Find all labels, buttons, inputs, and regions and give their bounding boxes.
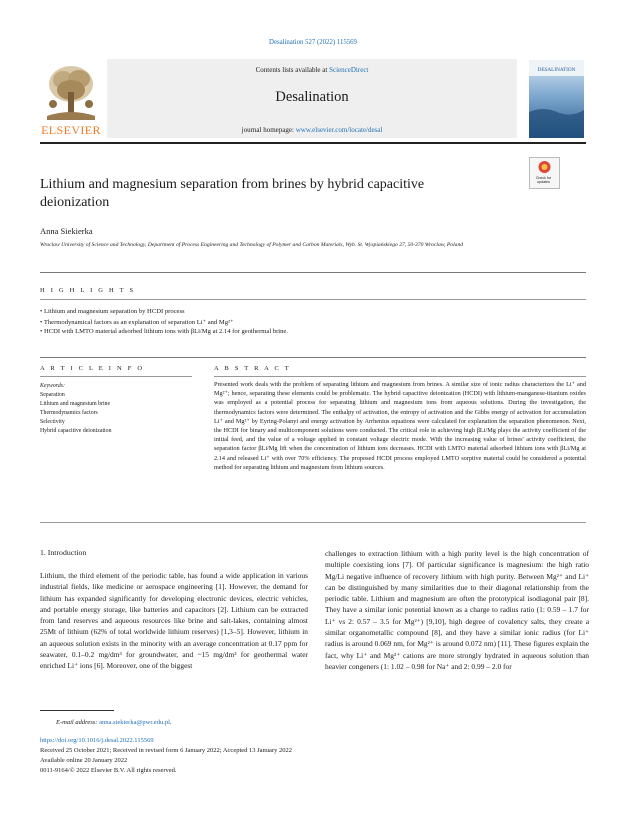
homepage-line bbox=[107, 126, 517, 134]
email-label: E-mail address: bbox=[56, 719, 100, 726]
divider bbox=[40, 299, 586, 300]
keyword: Selectivity bbox=[40, 419, 65, 425]
divider bbox=[40, 522, 586, 523]
keywords-label: Keywords: bbox=[40, 383, 65, 389]
header-divider bbox=[40, 142, 586, 144]
divider bbox=[40, 272, 586, 273]
abstract-heading: A B S T R A C T bbox=[214, 365, 291, 372]
copyright: 0011-9164/© 2022 Elsevier B.V. All rights reserved. bbox=[40, 767, 177, 774]
article-title: Lithium and magnesium separation from brines by hybrid capacitive deionization bbox=[40, 177, 425, 210]
check-for-updates-badge[interactable] bbox=[529, 157, 560, 189]
journal-cover-thumbnail[interactable] bbox=[529, 60, 584, 138]
elsevier-wordmark: ELSEVIER bbox=[41, 123, 101, 137]
doi-link[interactable]: https://doi.org/10.1016/j.desal.2022.115569 bbox=[40, 737, 154, 744]
journal-name: Desalination bbox=[275, 89, 349, 105]
highlights-heading: H I G H L I G H T S bbox=[40, 287, 136, 294]
introduction-heading: 1. Introduction bbox=[40, 548, 87, 557]
received-dates: Received 25 October 2021; Received in revised form 6 January 2022; Accepted 13 January 2022 bbox=[40, 747, 292, 754]
email-suffix: . bbox=[169, 719, 172, 726]
cover-title: DESALINATION bbox=[537, 67, 576, 73]
author-affiliation: Wroclaw University of Science and Technology, Department of Process Engineering and Technology of Polymer and Carbon Materials, Wyb. St. Wyspiańskiego 27, 50-370 Wroclaw, Poland bbox=[40, 242, 464, 248]
author-name[interactable]: Anna Siekierka bbox=[40, 226, 93, 236]
journal-reference-link[interactable]: Desalination 527 (2022) 115569 bbox=[269, 39, 357, 46]
highlight-item: • Lithium and magnesium separation by HCDI process bbox=[40, 308, 185, 315]
contents-prefix: Contents lists available at bbox=[255, 66, 330, 74]
highlight-item: • Thermodynamical factors as an explanation of separation Li⁺ and Mg²⁺ bbox=[40, 319, 234, 326]
article-info-heading: A R T I C L E I N F O bbox=[40, 365, 145, 372]
divider bbox=[40, 357, 586, 358]
keyword: Hybrid capacitive deionization bbox=[40, 428, 112, 434]
email-link[interactable]: anna.siekierka@pwr.edu.pl bbox=[99, 719, 170, 726]
keyword: Lithium and magnesium brine bbox=[40, 401, 111, 407]
check-updates-label: Check for updates bbox=[535, 176, 552, 184]
intro-column-left: Lithium, the third element of the periodic table, has found a wide application in various industrial fields, like medicine or aerospace engineering [1]. However, the demand for lithium has expanded significantly for developing electronic devices, electric vehicles, and portable energy storage, like batteries and capacitors [2]. Lithium can be extracted from land reserves and aqueous resources like brine and salt-lakes, containing almost 25Mt of lithium (62% of total worldwide lithium reserves) [1,3–5]. However, lithium in an aqueous solution exists in the minority with an average concentration at 0.17 ppm for seawater, 0.1–0.2 mg/dm³ for groundwater, and ~15 mg/dm³ for geothermal water enriched Li⁺ ions [6]. Moreover, one of the biggest bbox=[40, 571, 308, 671]
homepage-link[interactable]: www.elsevier.com/locate/desal bbox=[295, 126, 383, 134]
footnote-divider bbox=[40, 710, 114, 711]
abstract-text: Presented work deals with the problem of separating lithium and magnesium from brines. A similar size of ionic radius characterizes the Li⁺ and Mg²⁺; hence, separating these elements could be problematic. The hybrid capacitive deionization (HCDI) with lithium-manganese-titanium oxides was employed as a potential process for separating lithium and magnesium ions from aqueous solutions. During the investigation, the thermodynamics factors were determined. The enthalpy of activation, the entropy of activation and the Gibbs energy of activation for accumulation Li⁺ and Mg²⁺ by Eyring-Polanyi and energy activation by Arrhenius equations were calculated for explanation the separation phenomenon. Next, the HCDI for binary and multicomponent solutions were conducted. The critical role in achieving high βLi/Mg plays the activity coefficient of the initial feed, and the value of a voltage applied in constant voltage electric mode. With the increasing value of brines' activity coefficient, the separation factor βLi/Mg lift when the concentration of lithium ions decreases. HCDI with LMTO material adsorbed lithium ions with βLi/Mg at 2.14 and released Li⁺ with over 70% efficiency. The proposed HCDI process employed LMTO sorptive material could be considered a potential method for separating lithium and magnesium from lithium sources. bbox=[214, 381, 586, 471]
homepage-prefix: journal homepage: bbox=[241, 126, 296, 134]
highlight-item: • HCDI with LMTO material adsorbed lithium ions with βLi/Mg at 2.14 for geothermal brine. bbox=[40, 328, 289, 335]
sciencedirect-link[interactable]: ScienceDirect bbox=[329, 66, 369, 74]
contents-line bbox=[107, 66, 517, 74]
divider bbox=[214, 376, 586, 377]
keyword: Separation bbox=[40, 392, 65, 398]
keyword: Thermodynamics factors bbox=[40, 410, 98, 416]
email-line bbox=[56, 719, 172, 726]
check-updates-icon bbox=[530, 158, 559, 176]
intro-column-right: challenges to extraction lithium with a high purity level is the high concentration of multiple coexisting ions [7]. Of particular significance is magnesium: the high ratio Mg/Li negative influence of recovery lithium with high purity. Between Mg²⁺ and Li⁺ can be distinguished by many similarities due to their diagonal relationship from the periodic table. Lithium and magnesium are often the prototypical isodiagonal pair [8]. They have a similar ionic potential known as a charge to radius ratio (1: 0.59 – 1.7 for Li⁺ vs 2: 0.57 – 3.5 for Mg²⁺) [9,10], high degree of covalency salts, they create a similar organometallic compound [8], and they have a similar ionic radius (for Li⁺ radius is around 0.069 nm, for Mg²⁺ is around 0.072 nm) [11]. These figures explain the fact, why Li⁺ and Mg²⁺ cations are more strongly hydrated in aqueous solution than heavier congeners (1: 1.02 – 0.98 for Na⁺ and 2: 0.99 – 2.0 for bbox=[325, 549, 589, 671]
divider bbox=[40, 376, 192, 377]
available-online: Available online 20 January 2022 bbox=[40, 757, 128, 764]
